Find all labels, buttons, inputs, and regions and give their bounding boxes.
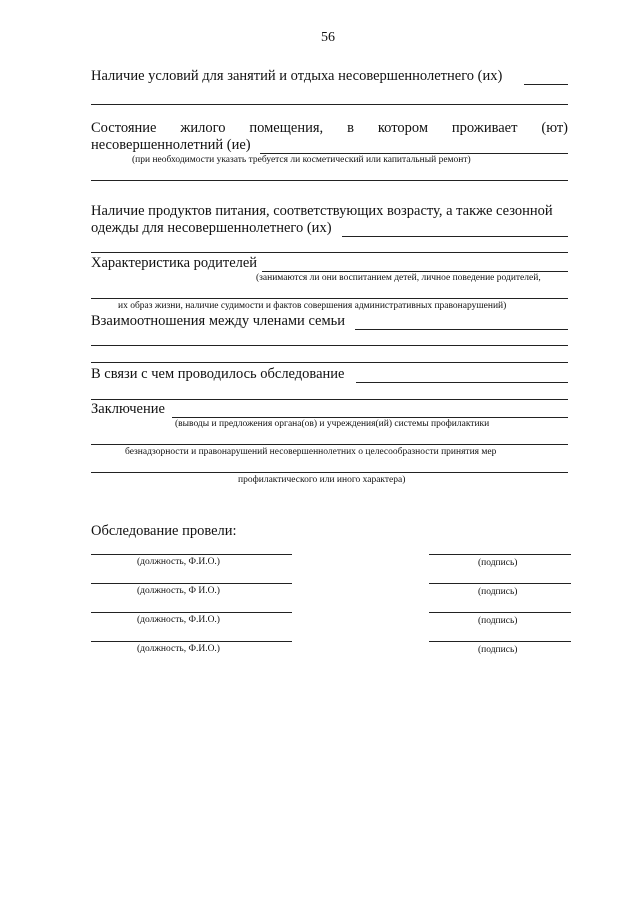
relations-field-line[interactable]: [355, 329, 568, 330]
signature-hint: (подпись): [478, 645, 518, 655]
housing-word: в: [347, 120, 354, 136]
relations-field-line-3[interactable]: [91, 362, 568, 363]
conclusion-field-line[interactable]: [172, 417, 568, 418]
signature-hint: (подпись): [478, 558, 518, 568]
position-line[interactable]: [91, 554, 292, 555]
parents-field-line-2[interactable]: [91, 298, 568, 299]
housing-field-line[interactable]: [260, 153, 568, 154]
housing-label-line2: несовершеннолетний (ие): [91, 137, 251, 153]
conditions-label: Наличие условий для занятий и отдыха несовершеннолетнего (их): [91, 68, 503, 84]
page-number: 56: [321, 30, 335, 45]
conditions-field-line-2[interactable]: [91, 104, 568, 105]
position-line[interactable]: [91, 641, 292, 642]
parents-hint-1: (занимаются ли они воспитанием детей, личное поведение родителей,: [256, 273, 541, 283]
signature-line[interactable]: [429, 583, 571, 584]
housing-label-line1: [91, 120, 568, 137]
reason-label: В связи с чем проводилось обследование: [91, 366, 345, 382]
housing-word: Состояние: [91, 120, 157, 136]
housing-word: помещения,: [249, 120, 324, 136]
position-hint: (должность, Ф И.О.): [137, 586, 220, 596]
signature-hint: (подпись): [478, 616, 518, 626]
food-label-line2: одежды для несовершеннолетнего (их): [91, 220, 332, 236]
housing-word: (ют): [541, 120, 568, 136]
conclusion-label: Заключение: [91, 401, 165, 417]
position-hint: (должность, Ф.И.О.): [137, 615, 220, 625]
signatures-title: Обследование провели:: [91, 523, 237, 539]
conclusion-field-line-3[interactable]: [91, 472, 568, 473]
conclusion-hint-3: профилактического или иного характера): [238, 475, 406, 485]
signature-line[interactable]: [429, 554, 571, 555]
food-field-line[interactable]: [342, 236, 568, 237]
parents-field-line[interactable]: [262, 271, 568, 272]
reason-field-line-2[interactable]: [91, 399, 568, 400]
conditions-field-line[interactable]: [524, 84, 568, 85]
position-line[interactable]: [91, 583, 292, 584]
position-hint: (должность, Ф.И.О.): [137, 644, 220, 654]
relations-label: Взаимоотношения между членами семьи: [91, 313, 346, 329]
housing-word: жилого: [180, 120, 226, 136]
parents-hint-2: их образ жизни, наличие судимости и фактов совершения административных правонарушений): [118, 301, 507, 311]
conclusion-hint-2: безнадзорности и правонарушений несовершеннолетних о целесообразности принятия мер: [125, 447, 497, 457]
relations-field-line-2[interactable]: [91, 345, 568, 346]
conclusion-field-line-2[interactable]: [91, 444, 568, 445]
food-field-line-2[interactable]: [91, 252, 568, 253]
parents-label: Характеристика родителей: [91, 255, 258, 271]
signature-hint: (подпись): [478, 587, 518, 597]
housing-field-line-2[interactable]: [91, 180, 568, 181]
housing-word: котором: [377, 120, 428, 136]
position-line[interactable]: [91, 612, 292, 613]
position-hint: (должность, Ф.И.О.): [137, 557, 220, 567]
conclusion-hint-1: (выводы и предложения органа(ов) и учреждения(ий) системы профилактики: [175, 419, 490, 429]
housing-hint: (при необходимости указать требуется ли косметический или капитальный ремонт): [132, 155, 471, 165]
reason-field-line[interactable]: [356, 382, 568, 383]
signature-line[interactable]: [429, 641, 571, 642]
signature-line[interactable]: [429, 612, 571, 613]
food-label-line1: Наличие продуктов питания, соответствующих возрасту, а также сезонной: [91, 203, 553, 219]
housing-word: проживает: [451, 120, 518, 136]
